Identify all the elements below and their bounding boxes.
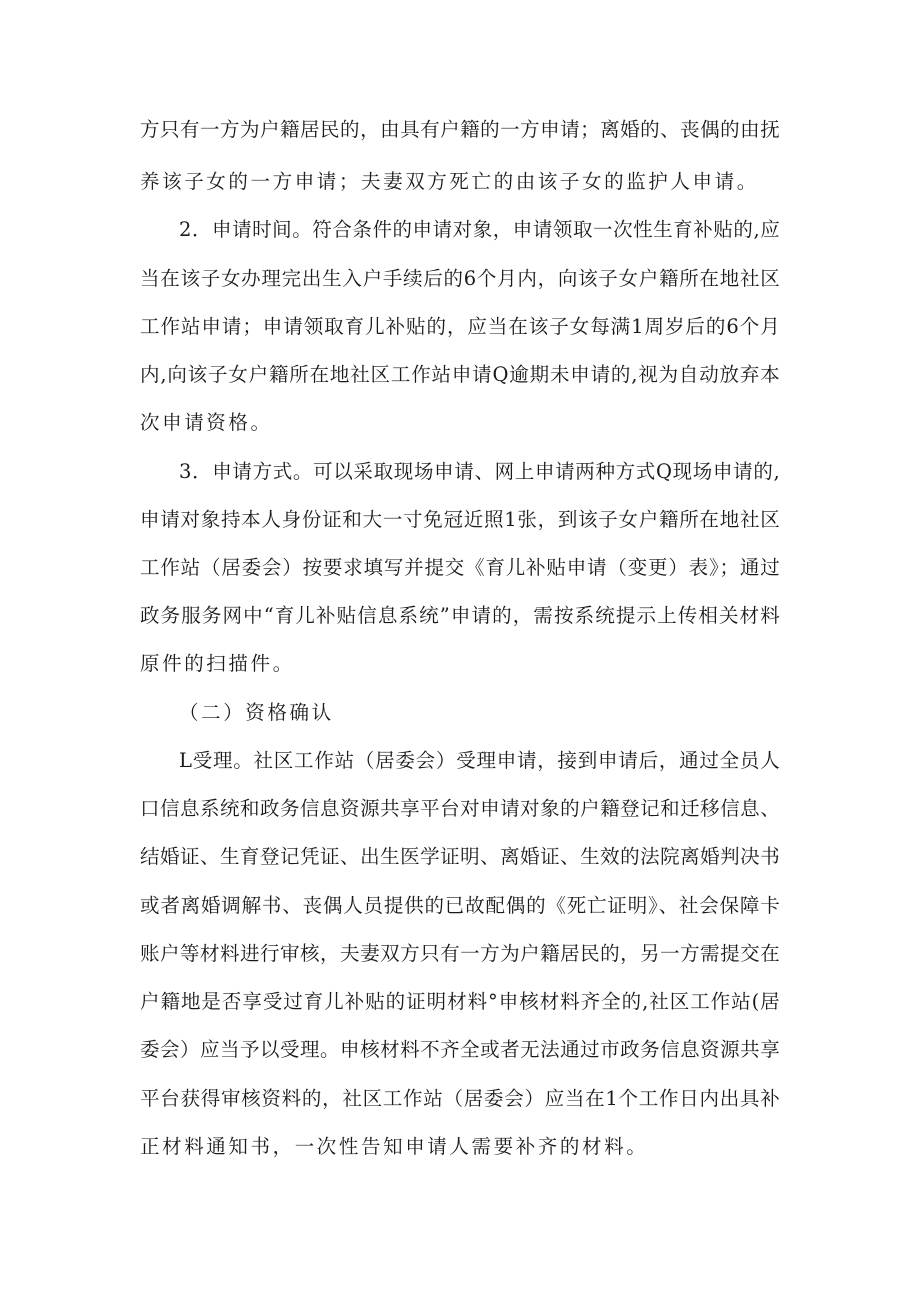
section-heading: （二）资格确认: [179, 701, 334, 724]
text-line: 2．申请时间。符合条件的申请对象，申请领取一次性生育补贴的,应: [179, 218, 780, 241]
text-line: 内,向该子女户籍所在地社区工作站申请Q逾期未申请的,视为自动放弃本: [140, 363, 780, 386]
text-line: 养该子女的一方申请；夫妻双方死亡的由该子女的监护人申请。: [140, 170, 759, 193]
text-line: 或者离婚调解书、丧偶人员提供的已故配偶的《死亡证明》、社会保障卡: [140, 894, 780, 917]
text-line: 政务服务网中“育儿补贴信息系统”申请的，需按系统提示上传相关材料: [140, 604, 780, 627]
text-line: 账户等材料进行审核，夫妻双方只有一方为户籍居民的，另一方需提交在: [140, 942, 780, 965]
text-line: 口信息系统和政务信息资源共享平台对申请对象的户籍登记和迁移信息、: [140, 797, 780, 820]
text-line: 次申请资格。: [140, 411, 273, 434]
text-line: 原件的扫描件。: [140, 652, 295, 675]
text-line: L受理。社区工作站（居委会）受理申请，接到申请后，通过全员人: [179, 749, 780, 772]
text-line: 正材料通知书，一次性告知申请人需要补齐的材料。: [140, 1135, 649, 1158]
text-line: 当在该子女办理完出生入户手续后的6个月内，向该子女户籍所在地社区: [140, 267, 780, 290]
text-line: 平台获得审核资料的，社区工作站（居委会）应当在1个工作日内出具补: [140, 1087, 780, 1110]
text-line: 工作站（居委会）按要求填写并提交《育儿补贴申请（变更）表》；通过: [140, 556, 780, 579]
text-line: 3．申请方式。可以采取现场申请、网上申请两种方式Q现场申请的,: [179, 460, 780, 483]
text-line: 申请对象持本人身份证和大一寸免冠近照1张，到该子女户籍所在地社区: [140, 508, 780, 531]
text-line: 方只有一方为户籍居民的，由具有户籍的一方申请；离婚的、丧偶的由抚: [140, 118, 780, 141]
text-line: 户籍地是否享受过育儿补贴的证明材料°申核材料齐全的,社区工作站(居: [140, 990, 780, 1013]
text-line: 工作站申请；申请领取育儿补贴的，应当在该子女每满1周岁后的6个月: [140, 315, 780, 338]
text-line: 结婚证、生育登记凭证、出生医学证明、离婚证、生效的法院离婚判决书: [140, 845, 780, 868]
text-line: 委会）应当予以受理。申核材料不齐全或者无法通过市政务信息资源共享: [140, 1038, 780, 1061]
